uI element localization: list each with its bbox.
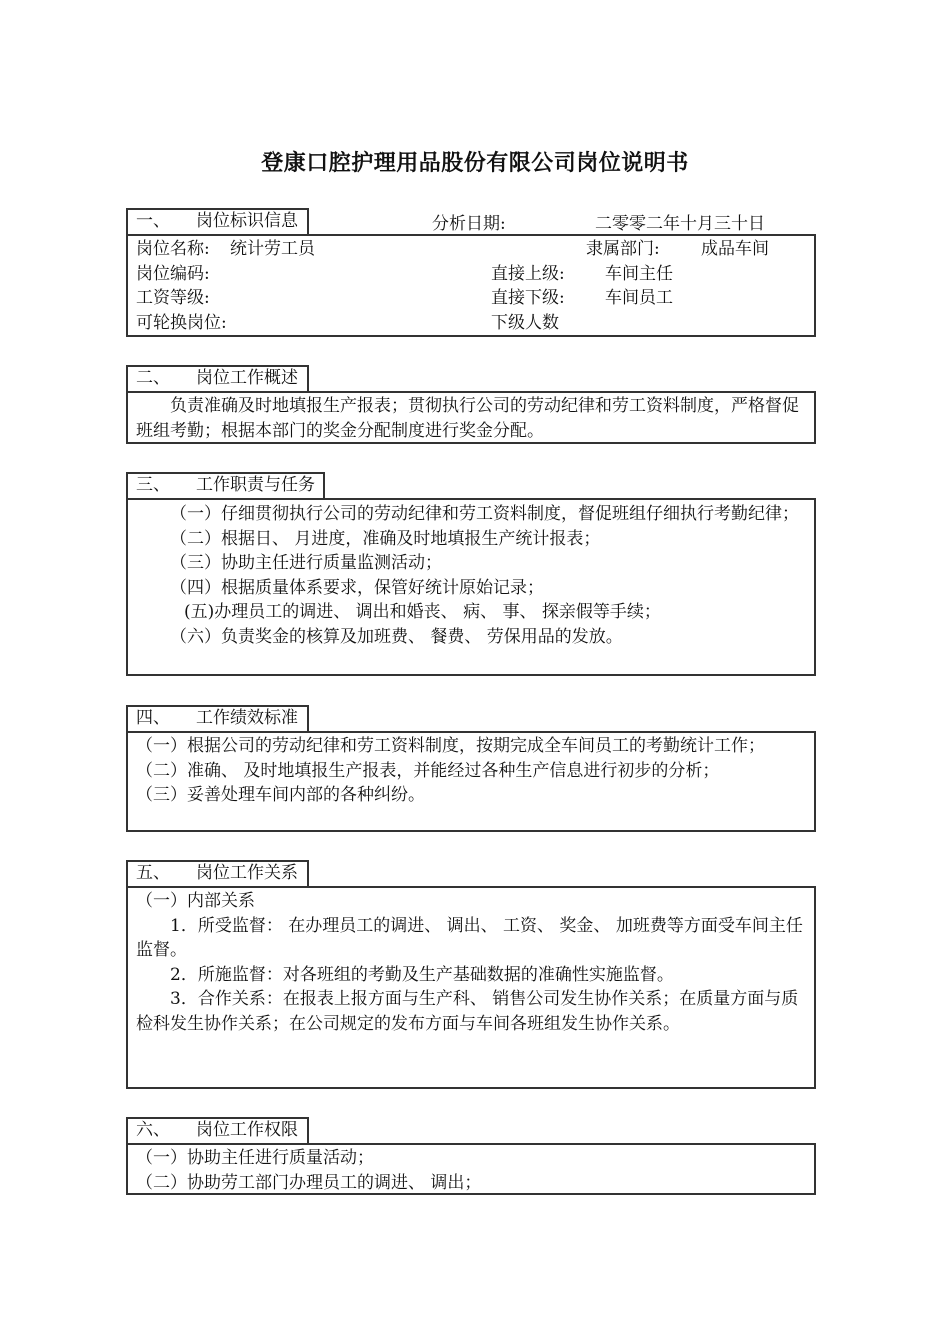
relation-item-2: 2．所施监督：对各班组的考勤及生产基础数据的准确性实施监督。 (170, 964, 674, 985)
section-6-title: 岗位工作权限 (196, 1120, 298, 1140)
relation-item-1: 1．所受监督： 在办理员工的调进、 调出、 工资、 奖金、 加班费等方面受车间主任监督。 (136, 915, 803, 960)
section-1-title: 岗位标识信息 (196, 211, 298, 231)
row-grade (136, 286, 806, 311)
dept-value: 成品车间 (701, 239, 769, 259)
relation-item-3: 3．合作关系：在报表上报方面与生产科、 销售公司发生协作关系；在质量方面与质检科发生协作关系；在公司规定的发布方面与车间各班组发生协作关系。 (136, 989, 799, 1034)
section-2-header (126, 365, 309, 391)
post-name-value: 统计劳工员 (230, 239, 315, 259)
section-4-header (126, 705, 309, 731)
authority-item-2: （二）协助劳工部门办理员工的调进、 调出； (136, 1172, 482, 1193)
section-1-number: 一、 (136, 211, 170, 231)
job-summary-text: 负责准确及时地填报生产报表；贯彻执行公司的劳动纪律和劳工资料制度，严格督促班组考勤；根据本部门的奖金分配制度进行奖金分配。 (136, 396, 799, 441)
duty-item-2: （二）根据日、 月进度，准确及时地填报生产统计报表； (170, 528, 601, 549)
analysis-date-value: 二零零二年十月三十日 (595, 214, 765, 234)
section-3-title: 工作职责与任务 (196, 475, 315, 495)
internal-relations-heading: （一）内部关系 (136, 891, 255, 911)
duty-item-4: （四）根据质量体系要求，保管好统计原始记录； (170, 577, 544, 598)
standard-item-2: （二）准确、 及时地填报生产报表，并能经过各种生产信息进行初步的分析； (136, 760, 720, 781)
subordinate-count-label: 下级人数 (491, 312, 559, 333)
row-post-name (136, 237, 806, 262)
row-post-code (136, 262, 806, 287)
superior-value: 车间主任 (605, 263, 673, 284)
section-3-number: 三、 (136, 475, 170, 495)
section-1-box (126, 234, 816, 337)
duty-item-3: （三）协助主任进行质量监测活动； (170, 553, 442, 573)
section-2-box (126, 391, 816, 444)
duty-item-5: (五)办理员工的调进、 调出和婚丧、 病、 事、 探亲假等手续； (184, 602, 661, 622)
section-4-title: 工作绩效标准 (196, 708, 298, 728)
row-rotation (136, 311, 806, 336)
section-3-box (126, 498, 816, 676)
section-5-title: 岗位工作关系 (196, 863, 298, 883)
section-1-header (126, 208, 309, 234)
duty-item-6: （六）负责奖金的核算及加班费、 餐费、 劳保用品的发放。 (170, 626, 623, 647)
section-6-header (126, 1117, 309, 1143)
authority-item-1: （一）协助主任进行质量活动； (136, 1148, 374, 1168)
section-4-box (126, 731, 816, 832)
post-name-label: 岗位名称: (136, 239, 210, 259)
document-title: 登康口腔护理用品股份有限公司岗位说明书 (261, 151, 689, 176)
section-6-box (126, 1143, 816, 1195)
section-5-box (126, 886, 816, 1089)
duty-item-1: （一）仔细贯彻执行公司的劳动纪律和劳工资料制度，督促班组仔细执行考勤纪律； (170, 504, 799, 524)
section-2-number: 二、 (136, 368, 170, 388)
section-6-number: 六、 (136, 1120, 170, 1140)
analysis-date-label: 分析日期: (432, 214, 506, 234)
grade-label: 工资等级: (136, 288, 210, 308)
section-5-number: 五、 (136, 863, 170, 883)
standard-item-3: （三）妥善处理车间内部的各种纠纷。 (136, 785, 425, 805)
rotation-label: 可轮换岗位: (136, 312, 227, 333)
section-3-header (126, 472, 325, 498)
subordinate-label: 直接下级: (491, 288, 565, 308)
subordinate-value: 车间员工 (605, 288, 673, 308)
section-5-header (126, 860, 309, 886)
section-4-number: 四、 (136, 708, 170, 728)
standard-item-1: （一）根据公司的劳动纪律和劳工资料制度，按期完成全车间员工的考勤统计工作； (136, 736, 765, 756)
post-code-label: 岗位编码: (136, 263, 210, 284)
section-2-title: 岗位工作概述 (196, 368, 298, 388)
dept-label: 隶属部门: (586, 239, 660, 259)
superior-label: 直接上级: (491, 263, 565, 284)
